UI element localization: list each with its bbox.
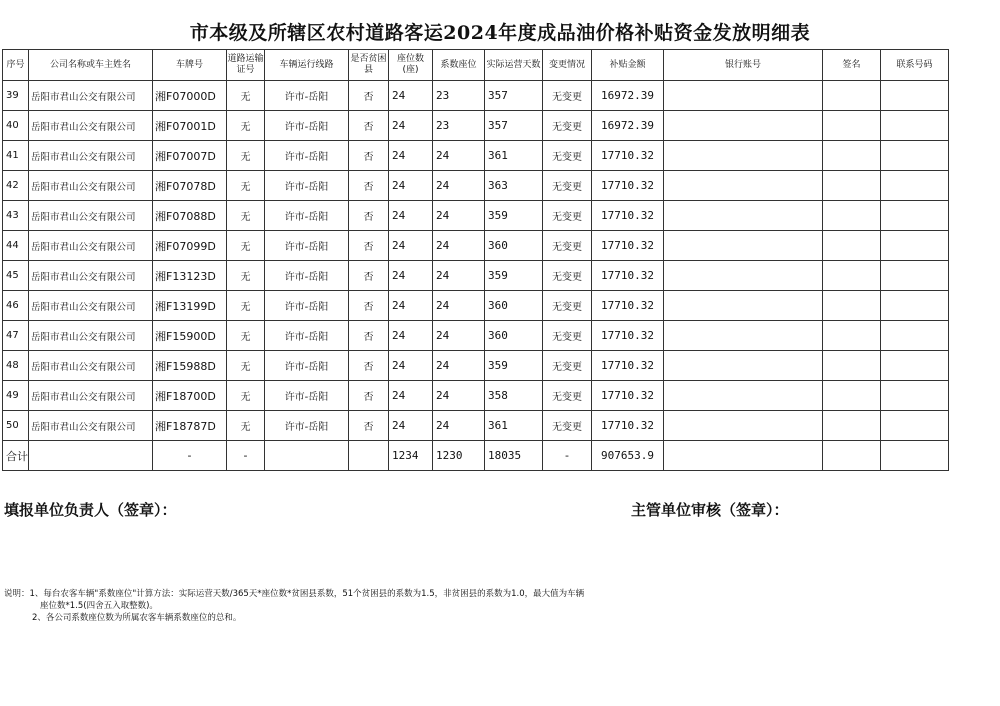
row-phone (881, 171, 949, 201)
row-signature (823, 411, 881, 441)
row-poor-county: 否 (349, 411, 389, 441)
row-seq: 48 (3, 351, 29, 381)
total-bank (664, 441, 823, 471)
row-company: 岳阳市君山公交有限公司 (29, 351, 153, 381)
row-plate: 湘F07000D (153, 81, 227, 111)
row-plate: 湘F07078D (153, 171, 227, 201)
row-seats: 24 (389, 351, 433, 381)
row-seats: 24 (389, 111, 433, 141)
row-days: 357 (485, 111, 543, 141)
row-route: 许市-岳阳 (265, 231, 349, 261)
row-coef-seats: 24 (433, 141, 485, 171)
col-header-sign: 签名 (823, 50, 881, 81)
row-license: 无 (227, 111, 265, 141)
row-seats: 24 (389, 171, 433, 201)
row-signature (823, 351, 881, 381)
row-bank-account (664, 201, 823, 231)
row-phone (881, 141, 949, 171)
table-row (3, 381, 949, 411)
row-change: 无变更 (543, 111, 592, 141)
row-poor-county: 否 (349, 141, 389, 171)
row-days: 360 (485, 291, 543, 321)
total-label: 合计 (3, 441, 29, 471)
row-seats: 24 (389, 141, 433, 171)
col-header-amount: 补贴金额 (592, 50, 664, 81)
table-row (3, 291, 949, 321)
note-line-2: 座位数*1.5(四舍五入取整数)。 (40, 601, 158, 611)
row-license: 无 (227, 261, 265, 291)
row-amount: 17710.32 (592, 141, 664, 171)
row-company: 岳阳市君山公交有限公司 (29, 291, 153, 321)
row-phone (881, 111, 949, 141)
row-amount: 17710.32 (592, 171, 664, 201)
row-bank-account (664, 81, 823, 111)
row-seats: 24 (389, 381, 433, 411)
row-poor-county: 否 (349, 201, 389, 231)
row-phone (881, 201, 949, 231)
row-bank-account (664, 381, 823, 411)
total-route (265, 441, 349, 471)
row-phone (881, 231, 949, 261)
row-phone (881, 81, 949, 111)
total-sign (823, 441, 881, 471)
row-coef-seats: 24 (433, 231, 485, 261)
total-change: - (543, 441, 592, 471)
row-phone (881, 381, 949, 411)
row-phone (881, 411, 949, 441)
row-change: 无变更 (543, 171, 592, 201)
row-plate: 湘F18700D (153, 381, 227, 411)
row-route: 许市-岳阳 (265, 351, 349, 381)
row-change: 无变更 (543, 81, 592, 111)
table-row (3, 141, 949, 171)
row-days: 361 (485, 411, 543, 441)
row-license: 无 (227, 381, 265, 411)
row-route: 许市-岳阳 (265, 171, 349, 201)
row-seq: 44 (3, 231, 29, 261)
row-coef-seats: 24 (433, 201, 485, 231)
row-license: 无 (227, 411, 265, 441)
row-phone (881, 351, 949, 381)
row-seats: 24 (389, 231, 433, 261)
row-phone (881, 291, 949, 321)
note-line-3: 2、各公司系数座位数为所属农客车辆系数座位的总和。 (32, 613, 242, 623)
row-company: 岳阳市君山公交有限公司 (29, 381, 153, 411)
row-change: 无变更 (543, 291, 592, 321)
row-seq: 46 (3, 291, 29, 321)
total-coef: 1230 (433, 441, 485, 471)
row-route: 许市-岳阳 (265, 111, 349, 141)
row-plate: 湘F13123D (153, 261, 227, 291)
table-row (3, 321, 949, 351)
row-plate: 湘F13199D (153, 291, 227, 321)
row-signature (823, 261, 881, 291)
row-seq: 49 (3, 381, 29, 411)
row-plate: 湘F07001D (153, 111, 227, 141)
note-line-1: 说明：1、每台农客车辆"系数座位"计算方法：实际运营天数/365天*座位数*贫困县系数，51个贫困县的系数为1.5，非贫困县的系数为1.0，最大值为车辆 (4, 589, 585, 599)
row-plate: 湘F07099D (153, 231, 227, 261)
row-seq: 40 (3, 111, 29, 141)
row-signature (823, 141, 881, 171)
notes (4, 588, 734, 624)
table-row (3, 261, 949, 291)
row-company: 岳阳市君山公交有限公司 (29, 111, 153, 141)
row-signature (823, 321, 881, 351)
col-header-days: 实际运营天数 (485, 50, 543, 81)
row-plate: 湘F07088D (153, 201, 227, 231)
row-signature (823, 81, 881, 111)
row-seq: 43 (3, 201, 29, 231)
row-signature (823, 291, 881, 321)
row-license: 无 (227, 81, 265, 111)
row-days: 357 (485, 81, 543, 111)
row-amount: 17710.32 (592, 381, 664, 411)
table-row (3, 111, 949, 141)
col-header-plate: 车牌号 (153, 50, 227, 81)
table-row (3, 171, 949, 201)
row-change: 无变更 (543, 351, 592, 381)
row-plate: 湘F07007D (153, 141, 227, 171)
total-days: 18035 (485, 441, 543, 471)
col-header-coef-seats: 系数座位 (433, 50, 485, 81)
row-days: 360 (485, 231, 543, 261)
row-route: 许市-岳阳 (265, 141, 349, 171)
row-coef-seats: 24 (433, 381, 485, 411)
row-license: 无 (227, 231, 265, 261)
row-company: 岳阳市君山公交有限公司 (29, 261, 153, 291)
row-coef-seats: 24 (433, 261, 485, 291)
table-row (3, 81, 949, 111)
row-coef-seats: 24 (433, 351, 485, 381)
row-seats: 24 (389, 201, 433, 231)
row-bank-account (664, 141, 823, 171)
row-poor-county: 否 (349, 291, 389, 321)
total-seats: 1234 (389, 441, 433, 471)
row-seats: 24 (389, 321, 433, 351)
row-coef-seats: 24 (433, 321, 485, 351)
row-company: 岳阳市君山公交有限公司 (29, 201, 153, 231)
row-bank-account (664, 171, 823, 201)
row-coef-seats: 23 (433, 81, 485, 111)
row-seq: 47 (3, 321, 29, 351)
row-change: 无变更 (543, 141, 592, 171)
col-header-company: 公司名称或车主姓名 (29, 50, 153, 81)
row-bank-account (664, 321, 823, 351)
row-poor-county: 否 (349, 351, 389, 381)
page-title: 市本级及所辖区农村道路客运2024年度成品油价格补贴资金发放明细表 (189, 22, 811, 44)
row-seq: 39 (3, 81, 29, 111)
row-coef-seats: 24 (433, 291, 485, 321)
row-route: 许市-岳阳 (265, 261, 349, 291)
row-change: 无变更 (543, 411, 592, 441)
row-change: 无变更 (543, 381, 592, 411)
row-amount: 17710.32 (592, 261, 664, 291)
row-seats: 24 (389, 81, 433, 111)
row-company: 岳阳市君山公交有限公司 (29, 171, 153, 201)
row-poor-county: 否 (349, 171, 389, 201)
row-days: 359 (485, 351, 543, 381)
table-header-row (3, 50, 949, 81)
row-amount: 17710.32 (592, 201, 664, 231)
row-amount: 17710.32 (592, 231, 664, 261)
row-signature (823, 231, 881, 261)
row-amount: 17710.32 (592, 411, 664, 441)
col-header-route: 车辆运行线路 (265, 50, 349, 81)
row-license: 无 (227, 201, 265, 231)
row-coef-seats: 24 (433, 411, 485, 441)
row-company: 岳阳市君山公交有限公司 (29, 411, 153, 441)
row-signature (823, 111, 881, 141)
row-bank-account (664, 111, 823, 141)
row-bank-account (664, 351, 823, 381)
row-seq: 45 (3, 261, 29, 291)
subsidy-table (2, 49, 949, 471)
row-coef-seats: 24 (433, 171, 485, 201)
row-company: 岳阳市君山公交有限公司 (29, 231, 153, 261)
row-route: 许市-岳阳 (265, 411, 349, 441)
row-amount: 16972.39 (592, 81, 664, 111)
row-days: 358 (485, 381, 543, 411)
row-change: 无变更 (543, 321, 592, 351)
row-bank-account (664, 291, 823, 321)
row-amount: 17710.32 (592, 291, 664, 321)
row-amount: 17710.32 (592, 321, 664, 351)
row-plate: 湘F18787D (153, 411, 227, 441)
row-poor-county: 否 (349, 231, 389, 261)
total-amount: 907653.9 (592, 441, 664, 471)
col-header-seq: 序号 (3, 50, 29, 81)
row-signature (823, 171, 881, 201)
table-row (3, 351, 949, 381)
col-header-bank: 银行账号 (664, 50, 823, 81)
row-days: 363 (485, 171, 543, 201)
row-seats: 24 (389, 411, 433, 441)
col-header-seats: 座位数(座) (389, 50, 433, 81)
row-license: 无 (227, 141, 265, 171)
table-row (3, 201, 949, 231)
row-poor-county: 否 (349, 261, 389, 291)
col-header-phone: 联系号码 (881, 50, 949, 81)
row-signature (823, 201, 881, 231)
row-company: 岳阳市君山公交有限公司 (29, 81, 153, 111)
row-change: 无变更 (543, 231, 592, 261)
row-license: 无 (227, 171, 265, 201)
row-amount: 16972.39 (592, 111, 664, 141)
reviewer-signature-label: 主管单位审核（签章）： (631, 501, 789, 519)
row-seats: 24 (389, 291, 433, 321)
row-poor-county: 否 (349, 321, 389, 351)
row-days: 359 (485, 201, 543, 231)
col-header-license: 道路运输证号 (227, 50, 265, 81)
row-plate: 湘F15988D (153, 351, 227, 381)
col-header-change: 变更情况 (543, 50, 592, 81)
row-seq: 50 (3, 411, 29, 441)
row-route: 许市-岳阳 (265, 81, 349, 111)
row-change: 无变更 (543, 201, 592, 231)
row-poor-county: 否 (349, 111, 389, 141)
row-poor-county: 否 (349, 81, 389, 111)
row-plate: 湘F15900D (153, 321, 227, 351)
col-header-poor-county: 是否贫困县 (349, 50, 389, 81)
preparer-signature-label: 填报单位负责人（签章）： (4, 501, 177, 519)
row-days: 361 (485, 141, 543, 171)
total-row (3, 441, 949, 471)
row-poor-county: 否 (349, 381, 389, 411)
row-days: 359 (485, 261, 543, 291)
table-row (3, 231, 949, 261)
row-days: 360 (485, 321, 543, 351)
row-license: 无 (227, 351, 265, 381)
row-phone (881, 321, 949, 351)
row-change: 无变更 (543, 261, 592, 291)
row-route: 许市-岳阳 (265, 381, 349, 411)
total-company (29, 441, 153, 471)
row-coef-seats: 23 (433, 111, 485, 141)
table-row (3, 411, 949, 441)
total-license: - (227, 441, 265, 471)
row-route: 许市-岳阳 (265, 291, 349, 321)
row-seq: 42 (3, 171, 29, 201)
row-signature (823, 381, 881, 411)
row-bank-account (664, 231, 823, 261)
row-phone (881, 261, 949, 291)
row-route: 许市-岳阳 (265, 201, 349, 231)
row-bank-account (664, 261, 823, 291)
total-phone (881, 441, 949, 471)
row-company: 岳阳市君山公交有限公司 (29, 321, 153, 351)
row-amount: 17710.32 (592, 351, 664, 381)
row-bank-account (664, 411, 823, 441)
row-license: 无 (227, 321, 265, 351)
row-seq: 41 (3, 141, 29, 171)
row-route: 许市-岳阳 (265, 321, 349, 351)
row-company: 岳阳市君山公交有限公司 (29, 141, 153, 171)
total-poor (349, 441, 389, 471)
row-license: 无 (227, 291, 265, 321)
total-plate: - (153, 441, 227, 471)
row-seats: 24 (389, 261, 433, 291)
